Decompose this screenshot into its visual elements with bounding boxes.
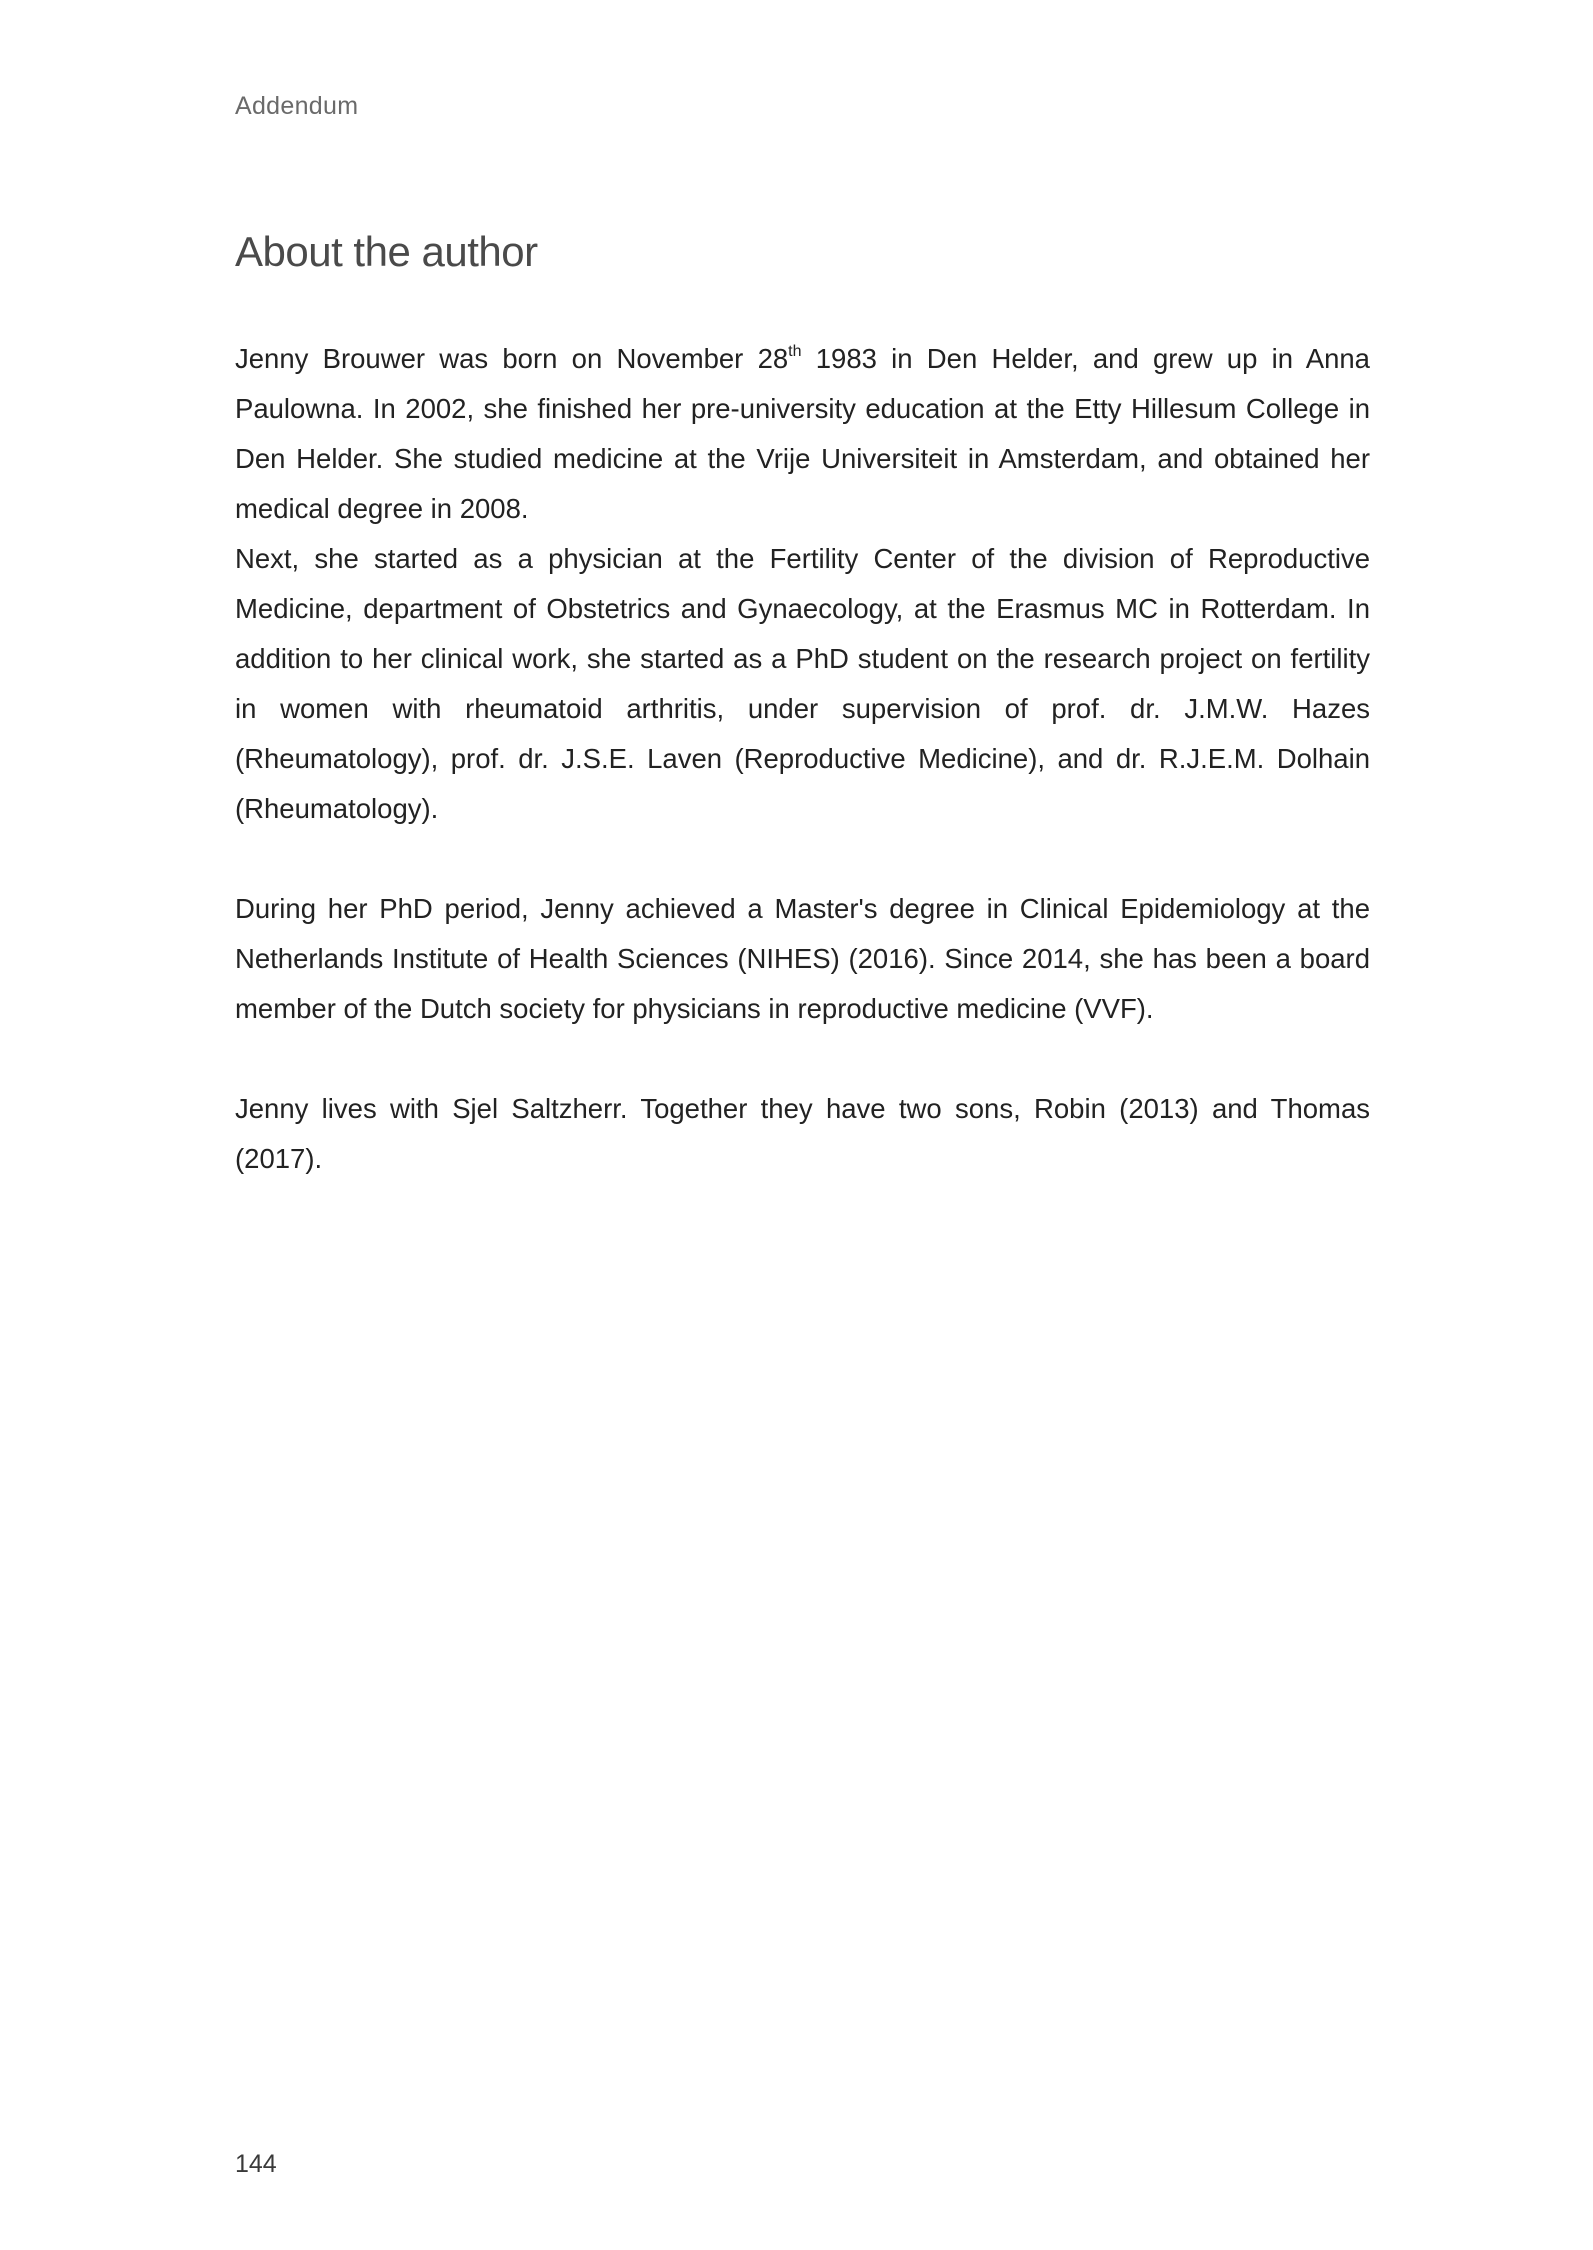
paragraph-family: Jenny lives with Sjel Saltzherr. Together they have two sons, Robin (2013) and Thomas (2017). (235, 1093, 1370, 1174)
running-head: Addendum (235, 92, 359, 120)
paragraph-birth-text-end: 1983 in Den Helder, and grew up in Anna Paulowna. In 2002, she finished her pre-university education at the Etty Hillesum College in Den Helder. She studied medicine at the Vrije Universiteit in Amsterdam, and obtained her medical degree in 2008. (235, 343, 1370, 524)
paragraph-masters-degree: During her PhD period, Jenny achieved a Master's degree in Clinical Epidemiology at the Netherlands Institute of Health Sciences (NIHES) (2016). Since 2014, she has been a board member of the Dutch society for physicians in reproductive medicine (VVF). (235, 893, 1370, 1024)
section-title: About the author (235, 228, 538, 275)
ordinal-superscript: th (788, 343, 802, 360)
paragraph-birth-education (235, 334, 1370, 534)
paragraph-career: Next, she started as a physician at the Fertility Center of the division of Reproductive Medicine, department of Obstetrics and Gynaecology, at the Erasmus MC in Rotterdam. In addition to her clinical work, she started as a PhD student on the research project on fertility in women with rheumatoid arthritis, under supervision of prof. dr. J.M.W. Hazes (Rheumatology), prof. dr. J.S.E. Laven (Reproductive Medicine), and dr. R.J.E.M. Dolhain (Rheumatology). (235, 543, 1370, 824)
body-text (235, 334, 1370, 1184)
paragraph-birth-text-start: Jenny Brouwer was born on November 28 (235, 343, 789, 374)
page-number: 144 (235, 2150, 277, 2178)
